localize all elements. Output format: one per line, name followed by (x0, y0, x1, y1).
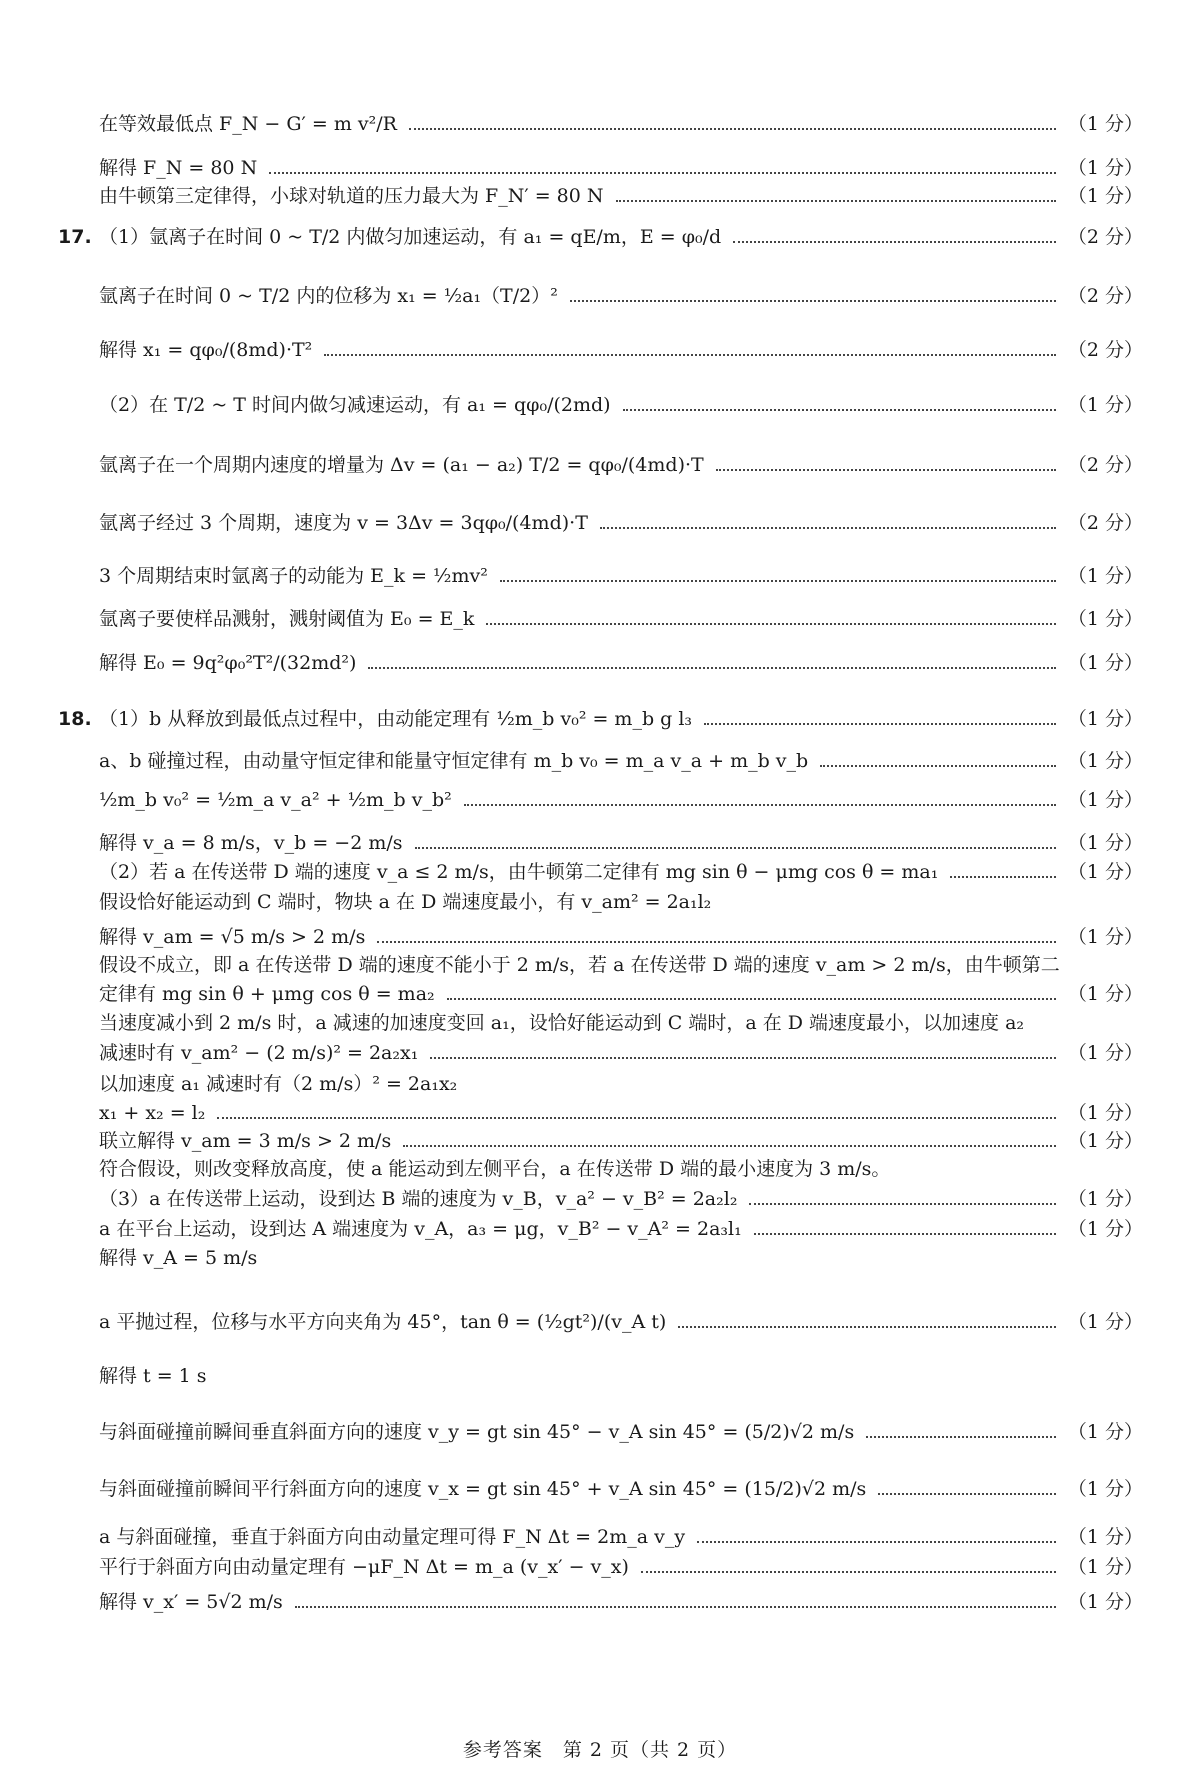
answer-text: 在等效最低点 F_N − G′ = m v²/R (99, 113, 397, 135)
answer-text: 解得 x₁ = qφ₀/(8md)·T² (99, 339, 313, 361)
answer-text: 解得 F_N = 80 N (99, 157, 258, 179)
score-points: （1 分） (1067, 861, 1143, 883)
score-points: （1 分） (1067, 652, 1143, 674)
dotted-leader (820, 765, 1056, 767)
answer-text: 假设不成立，即 a 在传送带 D 端的速度不能小于 2 m/s，若 a 在传送带 D 端的速度 v_am > 2 m/s，由牛顿第二 (99, 954, 1060, 976)
answer-text: （2）若 a 在传送带 D 端的速度 v_a ≤ 2 m/s，由牛顿第二定律有 mg sin θ − μmg cos θ = ma₁ (99, 861, 939, 883)
answer-text: a 与斜面碰撞，垂直于斜面方向由动量定理可得 F_N Δt = 2m_a v_y (99, 1526, 686, 1548)
dotted-leader (377, 941, 1056, 943)
answer-line (99, 285, 1143, 307)
answer-line (99, 1526, 1143, 1548)
answer-text: 联立解得 v_am = 3 m/s > 2 m/s (99, 1130, 392, 1152)
answer-line (99, 891, 1143, 913)
dotted-leader (866, 1436, 1056, 1438)
dotted-leader (415, 847, 1056, 849)
dotted-leader (754, 1233, 1056, 1235)
answer-line (99, 789, 1143, 811)
question-line (58, 226, 1143, 248)
answer-text: （1）氩离子在时间 0 ~ T/2 内做匀加速运动，有 a₁ = qE/m，E = φ₀/d (99, 226, 722, 248)
answer-line (99, 1247, 1143, 1269)
dotted-leader (324, 354, 1056, 356)
answer-line (99, 339, 1143, 361)
answer-text: 3 个周期结束时氩离子的动能为 E_k = ½mv² (99, 565, 488, 587)
score-points: （2 分） (1067, 285, 1143, 307)
score-points: （1 分） (1067, 1556, 1143, 1578)
dotted-leader (704, 723, 1056, 725)
question-number: 17. (58, 226, 92, 248)
score-points: （1 分） (1067, 1188, 1143, 1210)
score-points: （1 分） (1067, 832, 1143, 854)
score-points: （1 分） (1067, 1421, 1143, 1443)
score-points: （1 分） (1067, 394, 1143, 416)
answer-text: 由牛顿第三定律得，小球对轨道的压力最大为 F_N′ = 80 N (99, 185, 604, 207)
answer-text: a 平抛过程，位移与水平方向夹角为 45°，tan θ = (½gt²)/(v_A t) (99, 1311, 667, 1333)
score-points: （1 分） (1067, 1042, 1143, 1064)
dotted-leader (878, 1493, 1056, 1495)
answer-text: 解得 t = 1 s (99, 1365, 207, 1387)
answer-text: 氩离子要使样品溅射，溅射阈值为 E₀ = E_k (99, 608, 475, 630)
answer-text: a 在平台上运动，设到达 A 端速度为 v_A，a₃ = μg，v_B² − v_A² = 2a₃l₁ (99, 1218, 742, 1240)
answer-line (99, 926, 1143, 948)
score-points: （1 分） (1067, 608, 1143, 630)
dotted-leader (368, 667, 1055, 669)
answer-text: （3）a 在传送带上运动，设到达 B 端的速度为 v_B，v_a² − v_B² = 2a₂l₂ (99, 1188, 738, 1210)
answer-line (99, 394, 1143, 416)
answer-line (99, 157, 1143, 179)
answer-text: 减速时有 v_am² − (2 m/s)² = 2a₂x₁ (99, 1042, 419, 1064)
dotted-leader (749, 1203, 1055, 1205)
dotted-leader (295, 1606, 1056, 1608)
score-points: （1 分） (1067, 1130, 1143, 1152)
answer-line (99, 1218, 1143, 1240)
score-points: （1 分） (1067, 1526, 1143, 1548)
answer-line (99, 861, 1143, 883)
score-points: （1 分） (1067, 185, 1143, 207)
score-points: （1 分） (1067, 926, 1143, 948)
answer-line (99, 113, 1143, 135)
page-footer: 参考答案 第 2 页（共 2 页） (462, 1739, 738, 1761)
score-points: （1 分） (1067, 750, 1143, 772)
answer-text: 氩离子在时间 0 ~ T/2 内的位移为 x₁ = ½a₁（T/2）² (99, 285, 558, 307)
dotted-leader (500, 580, 1056, 582)
answer-line (99, 1591, 1143, 1613)
answer-line (99, 652, 1143, 674)
answer-text: x₁ + x₂ = l₂ (99, 1102, 206, 1124)
answer-line (99, 1421, 1143, 1443)
answer-text: 解得 v_am = √5 m/s > 2 m/s (99, 926, 366, 948)
dotted-leader (269, 172, 1056, 174)
score-points: （1 分） (1067, 1311, 1143, 1333)
answer-text: 解得 v_x′ = 5√2 m/s (99, 1591, 283, 1613)
answer-text: 假设恰好能运动到 C 端时，物块 a 在 D 端速度最小，有 v_am² = 2a₁l₂ (99, 891, 712, 913)
answer-line (99, 1556, 1143, 1578)
dotted-leader (733, 241, 1056, 243)
question-line (58, 708, 1143, 730)
answer-text: 氩离子在一个周期内速度的增量为 Δv = (a₁ − a₂) T/2 = qφ₀/(4md)·T (99, 454, 704, 476)
dotted-leader (403, 1145, 1056, 1147)
question-number: 18. (58, 708, 92, 730)
answer-line (99, 454, 1143, 476)
answer-text: ½m_b v₀² = ½m_a v_a² + ½m_b v_b² (99, 789, 452, 811)
answer-text: 解得 v_a = 8 m/s，v_b = −2 m/s (99, 832, 403, 854)
score-points: （2 分） (1067, 454, 1143, 476)
score-points: （1 分） (1067, 113, 1143, 135)
answer-line (99, 1311, 1143, 1333)
answer-line (99, 1012, 1143, 1034)
dotted-leader (600, 527, 1056, 529)
score-points: （1 分） (1067, 789, 1143, 811)
answer-text: 定律有 mg sin θ + μmg cos θ = ma₂ (99, 983, 435, 1005)
dotted-leader (697, 1541, 1056, 1543)
dotted-leader (950, 876, 1056, 878)
dotted-leader (447, 998, 1056, 1000)
answer-line (99, 1042, 1143, 1064)
answer-text: 平行于斜面方向由动量定理有 −μF_N Δt = m_a (v_x′ − v_x) (99, 1556, 629, 1578)
answer-line (99, 832, 1143, 854)
answer-text: 氩离子经过 3 个周期，速度为 v = 3Δv = 3qφ₀/(4md)·T (99, 512, 588, 534)
answer-line (99, 565, 1143, 587)
answer-line (99, 512, 1143, 534)
answer-line (99, 954, 1143, 976)
answer-text: 与斜面碰撞前瞬间平行斜面方向的速度 v_x = gt sin 45° + v_A sin 45° = (15/2)√2 m/s (99, 1478, 867, 1500)
answer-line (99, 983, 1143, 1005)
score-points: （2 分） (1067, 339, 1143, 361)
score-points: （1 分） (1067, 708, 1143, 730)
dotted-leader (430, 1057, 1056, 1059)
dotted-leader (716, 469, 1056, 471)
score-points: （1 分） (1067, 1591, 1143, 1613)
answer-line (99, 1478, 1143, 1500)
dotted-leader (678, 1326, 1056, 1328)
answer-text: 解得 v_A = 5 m/s (99, 1247, 258, 1269)
score-points: （1 分） (1067, 1102, 1143, 1124)
dotted-leader (464, 804, 1056, 806)
dotted-leader (409, 128, 1056, 130)
answer-line (99, 1102, 1143, 1124)
answer-text: （1）b 从释放到最低点过程中，由动能定理有 ½m_b v₀² = m_b g l₃ (99, 708, 693, 730)
answer-line (99, 1188, 1143, 1210)
answer-line (99, 185, 1143, 207)
answer-line (99, 1130, 1143, 1152)
score-points: （2 分） (1067, 226, 1143, 248)
answer-text: 符合假设，则改变释放高度，使 a 能运动到左侧平台，a 在传送带 D 端的最小速度为 3 m/s。 (99, 1158, 891, 1180)
score-points: （1 分） (1067, 983, 1143, 1005)
score-points: （1 分） (1067, 1218, 1143, 1240)
answer-line (99, 1365, 1143, 1387)
answer-line (99, 1158, 1143, 1180)
dotted-leader (623, 409, 1056, 411)
score-points: （1 分） (1067, 565, 1143, 587)
dotted-leader (616, 200, 1056, 202)
dotted-leader (217, 1117, 1056, 1119)
dotted-leader (641, 1571, 1056, 1573)
answer-text: 与斜面碰撞前瞬间垂直斜面方向的速度 v_y = gt sin 45° − v_A sin 45° = (5/2)√2 m/s (99, 1421, 855, 1443)
answer-line (99, 1073, 1143, 1095)
answer-text: a、b 碰撞过程，由动量守恒定律和能量守恒定律有 m_b v₀ = m_a v_a + m_b v_b (99, 750, 809, 772)
answer-line (99, 608, 1143, 630)
score-points: （2 分） (1067, 512, 1143, 534)
answer-text: （2）在 T/2 ~ T 时间内做匀减速运动，有 a₁ = qφ₀/(2md) (99, 394, 611, 416)
dotted-leader (486, 623, 1055, 625)
answer-text: 当速度减小到 2 m/s 时，a 减速的加速度变回 a₁，设恰好能运动到 C 端时，a 在 D 端速度最小，以加速度 a₂ (99, 1012, 1025, 1034)
answer-text: 以加速度 a₁ 减速时有（2 m/s）² = 2a₁x₂ (99, 1073, 458, 1095)
answer-line (99, 750, 1143, 772)
dotted-leader (570, 300, 1056, 302)
score-points: （1 分） (1067, 1478, 1143, 1500)
answer-text: 解得 E₀ = 9q²φ₀²T²/(32md²) (99, 652, 357, 674)
score-points: （1 分） (1067, 157, 1143, 179)
